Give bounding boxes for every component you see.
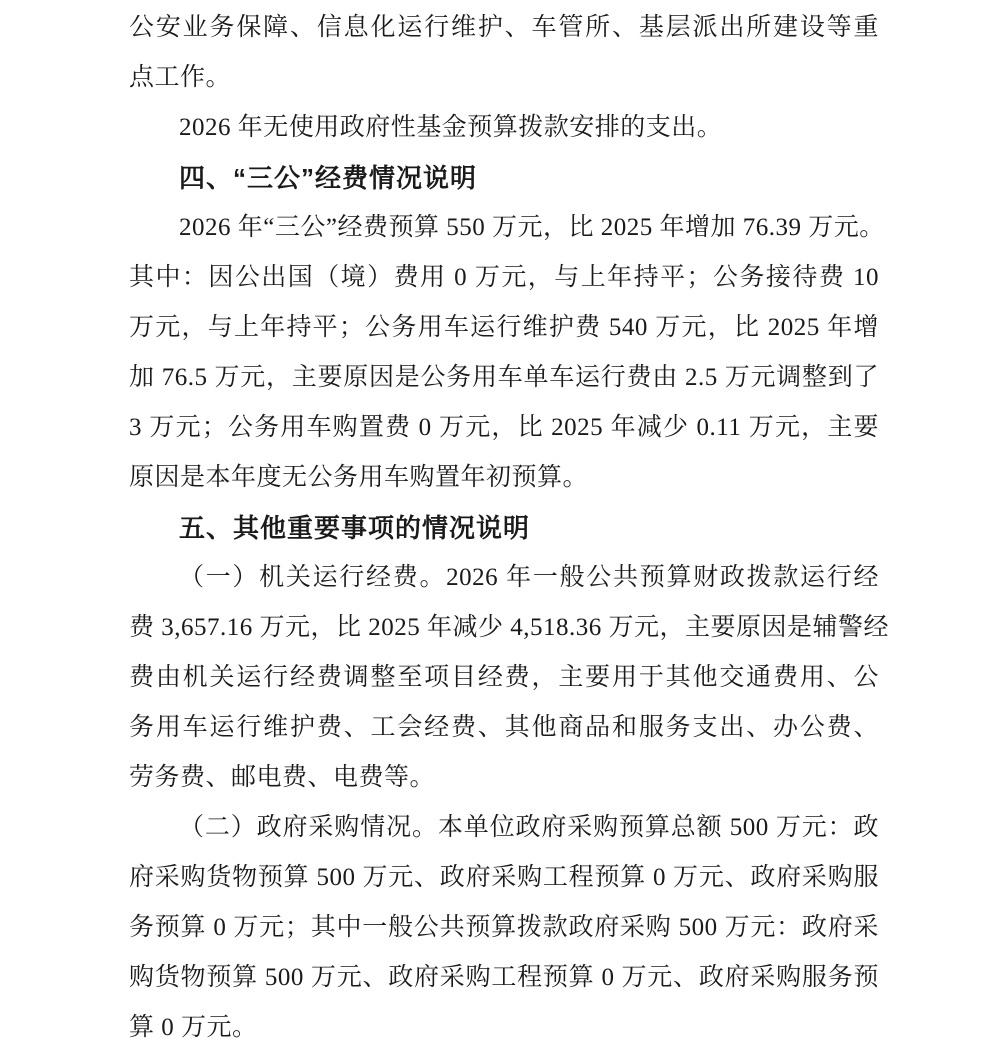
text-line: 公安业务保障、信息化运行维护、车管所、基层派出所建设等重 — [129, 14, 879, 41]
heading-section-5-other: 五、其他重要事项的情况说明 — [179, 513, 531, 543]
text-line: 2026 年“三公”经费预算 550 万元，比 2025 年增加 76.39 万元。 — [179, 214, 885, 241]
text-line: 费由机关运行经费调整至项目经费，主要用于其他交通费用、公 — [129, 664, 879, 691]
heading-section-4-sangong: 四、“三公”经费情况说明 — [179, 163, 478, 193]
text-line: 其中：因公出国（境）费用 0 万元，与上年持平；公务接待费 10 — [129, 264, 879, 291]
text-line: 原因是本年度无公务用车购置年初预算。 — [129, 464, 589, 491]
text-line: 购货物预算 500 万元、政府采购工程预算 0 万元、政府采购服务预 — [129, 964, 879, 991]
text-line: 3 万元；公务用车购置费 0 万元，比 2025 年减少 0.11 万元，主要 — [129, 414, 879, 441]
text-line: （二）政府采购情况。本单位政府采购预算总额 500 万元：政 — [179, 814, 879, 841]
document-text-block — [129, 0, 890, 1053]
text-line: 务用车运行维护费、工会经费、其他商品和服务支出、办公费、 — [129, 714, 879, 741]
text-line: 务预算 0 万元；其中一般公共预算拨款政府采购 500 万元：政府采 — [129, 914, 879, 941]
text-line: （一）机关运行经费。2026 年一般公共预算财政拨款运行经 — [179, 564, 879, 591]
text-line: 劳务费、邮电费、电费等。 — [129, 764, 436, 791]
text-line: 费 3,657.16 万元，比 2025 年减少 4,518.36 万元，主要原因是辅警经 — [129, 614, 890, 641]
text-line: 算 0 万元。 — [129, 1014, 258, 1041]
text-line: 点工作。 — [129, 64, 232, 91]
text-line: 万元，与上年持平；公务用车运行维护费 540 万元，比 2025 年增 — [129, 314, 879, 341]
text-line: 府采购货物预算 500 万元、政府采购工程预算 0 万元、政府采购服 — [129, 864, 879, 891]
text-line: 加 76.5 万元，主要原因是公务用车单车运行费由 2.5 万元调整到了 — [129, 364, 879, 391]
text-line: 2026 年无使用政府性基金预算拨款安排的支出。 — [179, 114, 723, 141]
